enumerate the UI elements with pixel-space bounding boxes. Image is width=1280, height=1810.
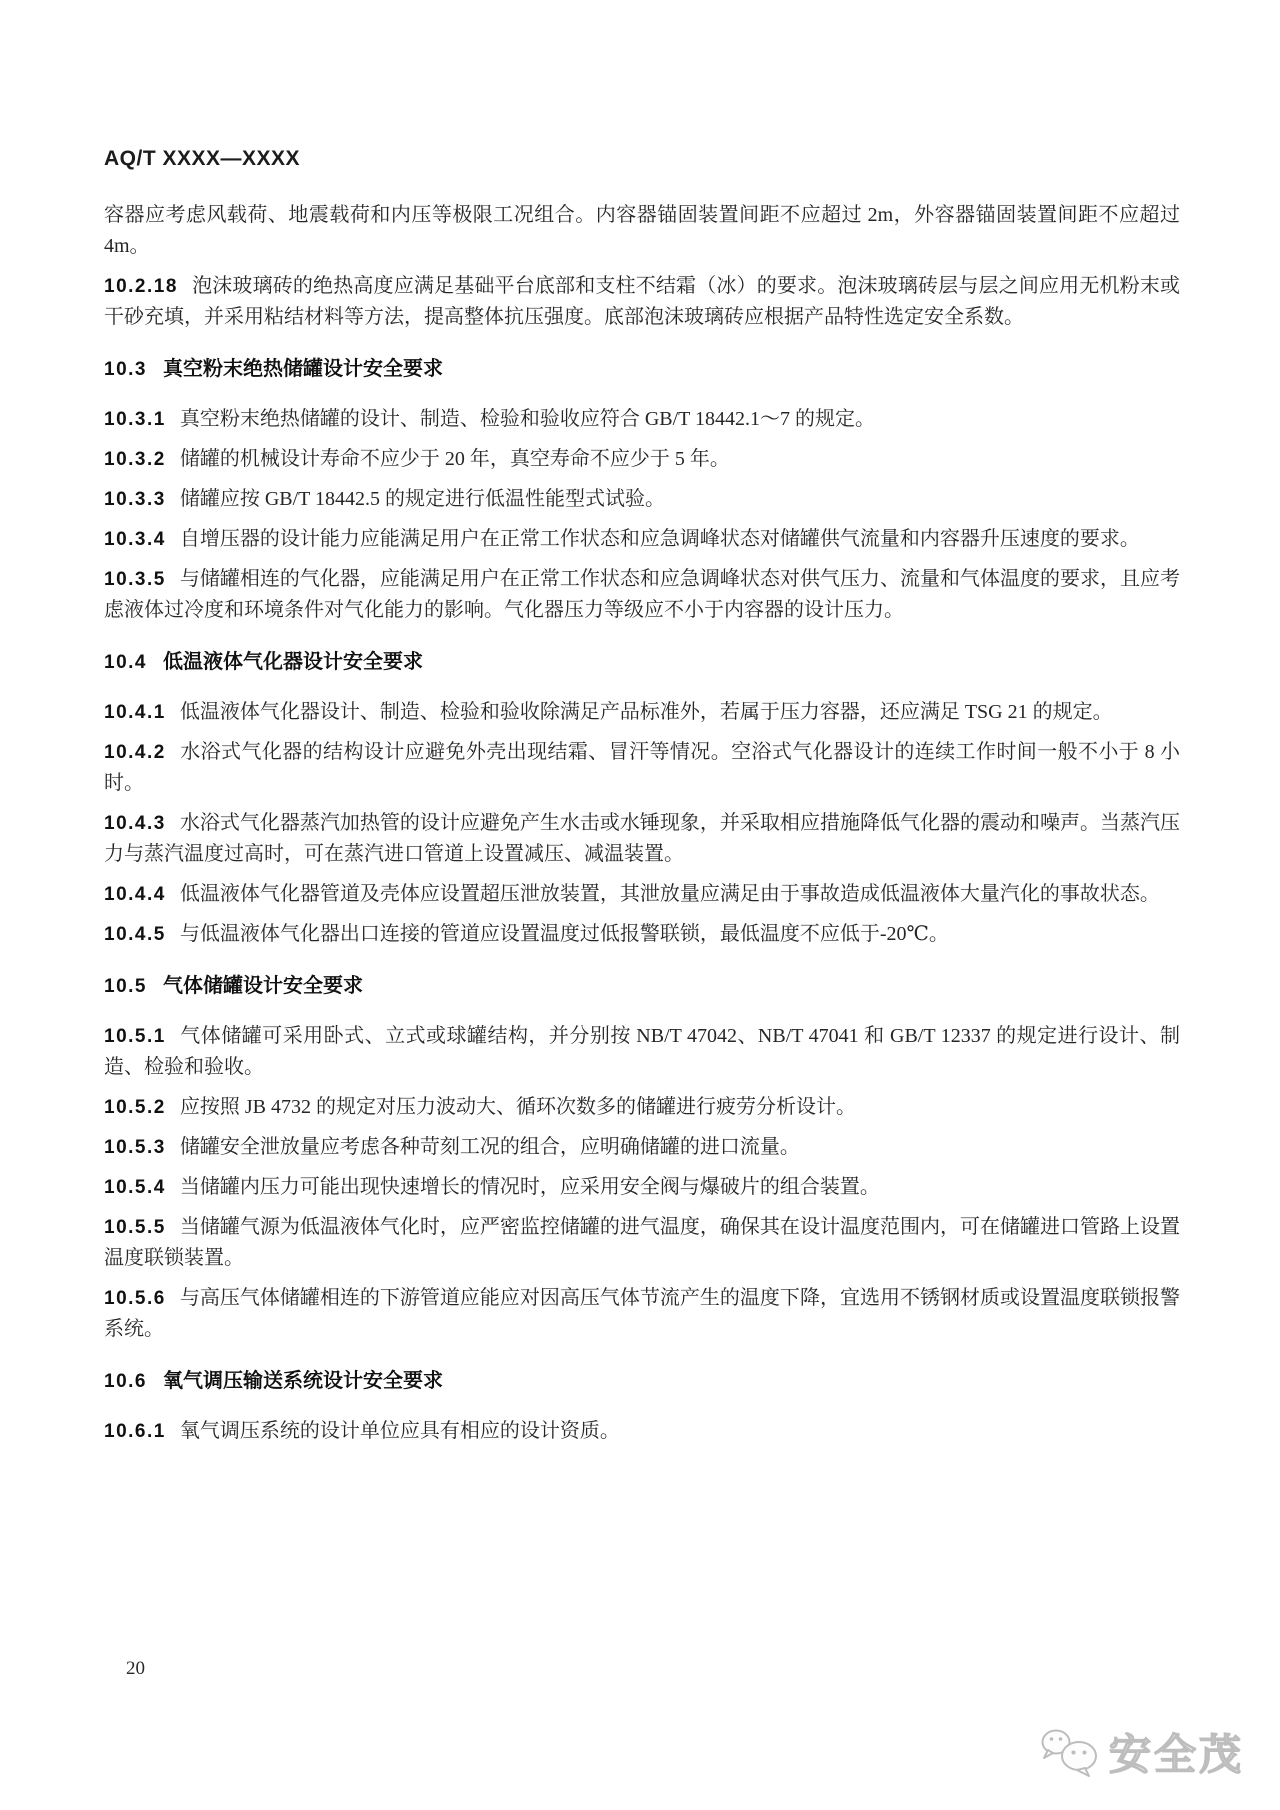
clause-number: 10.5.4 (104, 1177, 166, 1198)
document-content (104, 146, 1180, 1456)
clause-text: 自增压器的设计能力应能满足用户在正常工作状态和应急调峰状态对储罐供气流量和内容器升压速度的要求。 (179, 528, 1140, 550)
clause-number: 10.4.4 (104, 884, 166, 905)
section-number: 10.4 (104, 652, 147, 673)
paragraph-continuation (104, 200, 1180, 262)
clause-number: 10.3.4 (104, 529, 166, 550)
clause-10-5-6 (104, 1283, 1180, 1345)
clause-10-3-4 (104, 524, 1180, 555)
clause-text: 气体储罐可采用卧式、立式或球罐结构，并分别按 NB/T 47042、NB/T 47041 和 GB/T 12337 的规定进行设计、制造、检验和验收。 (104, 1025, 1180, 1078)
section-heading-10-4 (104, 647, 1180, 678)
clause-number: 10.5.1 (104, 1026, 166, 1047)
clause-10-3-1 (104, 404, 1180, 435)
wechat-chat-bubbles-icon (1039, 1725, 1101, 1779)
clause-number: 10.3.3 (104, 489, 166, 510)
clause-10-4-2 (104, 737, 1180, 799)
clause-text: 低温液体气化器设计、制造、检验和验收除满足产品标准外，若属于压力容器，还应满足 TSG 21 的规定。 (179, 701, 1113, 723)
section-title: 氧气调压输送系统设计安全要求 (162, 1370, 443, 1392)
clause-10-3-3 (104, 484, 1180, 515)
section-title: 低温液体气化器设计安全要求 (162, 651, 423, 673)
running-header: AQ/T XXXX—XXXX (104, 147, 301, 170)
clause-number: 10.2.18 (104, 276, 178, 297)
section-title: 气体储罐设计安全要求 (162, 975, 363, 997)
clause-text: 水浴式气化器的结构设计应避免外壳出现结霜、冒汗等情况。空浴式气化器设计的连续工作时间一般不小于 8 小时。 (104, 741, 1180, 794)
clause-text: 与高压气体储罐相连的下游管道应能应对因高压气体节流产生的温度下降，宜选用不锈钢材质或设置温度联锁报警系统。 (104, 1287, 1180, 1340)
clause-number: 10.6.1 (104, 1421, 166, 1442)
clause-text: 氧气调压系统的设计单位应具有相应的设计资质。 (179, 1420, 620, 1442)
clause-10-5-3 (104, 1132, 1180, 1163)
clause-text: 与储罐相连的气化器，应能满足用户在正常工作状态和应急调峰状态对供气压力、流量和气体温度的要求，且应考虑液体过冷度和环境条件对气化能力的影响。气化器压力等级应不小于内容器的设计压力。 (104, 568, 1180, 621)
clause-text: 应按照 JB 4732 的规定对压力波动大、循环次数多的储罐进行疲劳分析设计。 (179, 1096, 856, 1118)
clause-text: 水浴式气化器蒸汽加热管的设计应避免产生水击或水锤现象，并采取相应措施降低气化器的震动和噪声。当蒸汽压力与蒸汽温度过高时，可在蒸汽进口管道上设置减压、减温装置。 (104, 812, 1180, 865)
clause-number: 10.5.2 (104, 1097, 166, 1118)
clause-text: 储罐安全泄放量应考虑各种苛刻工况的组合，应明确储罐的进口流量。 (179, 1136, 800, 1158)
clause-text: 低温液体气化器管道及壳体应设置超压泄放装置，其泄放量应满足由于事故造成低温液体大量汽化的事故状态。 (179, 883, 1160, 905)
clause-text: 泡沫玻璃砖的绝热高度应满足基础平台底部和支柱不结霜（冰）的要求。泡沫玻璃砖层与层之间应用无机粉末或干砂充填，并采用粘结材料等方法，提高整体抗压强度。底部泡沫玻璃砖应根据产品特性选定安全系数。 (104, 275, 1180, 328)
clause-text: 储罐的机械设计寿命不应少于 20 年，真空寿命不应少于 5 年。 (179, 448, 730, 470)
section-heading-10-5 (104, 971, 1180, 1002)
clause-10-4-5 (104, 919, 1180, 950)
clause-10-4-3 (104, 808, 1180, 870)
clause-10-5-2 (104, 1092, 1180, 1123)
paragraph-text: 容器应考虑风载荷、地震载荷和内压等极限工况组合。内容器锚固装置间距不应超过 2m，外容器锚固装置间距不应超过 4m。 (104, 204, 1180, 257)
clause-text: 真空粉末绝热储罐的设计、制造、检验和验收应符合 GB/T 18442.1～7 的规定。 (179, 408, 876, 430)
clause-10-2-18 (104, 271, 1180, 333)
watermark (1039, 1722, 1244, 1782)
section-title: 真空粉末绝热储罐设计安全要求 (162, 358, 443, 380)
clause-10-3-5 (104, 564, 1180, 626)
clause-10-5-1 (104, 1021, 1180, 1083)
clause-10-4-4 (104, 879, 1180, 910)
clause-number: 10.4.5 (104, 924, 166, 945)
clause-number: 10.5.3 (104, 1137, 166, 1158)
clause-number: 10.3.2 (104, 449, 166, 470)
section-heading-10-6 (104, 1366, 1180, 1397)
section-number: 10.6 (104, 1371, 147, 1392)
clause-number: 10.4.2 (104, 742, 166, 763)
clause-number: 10.3.5 (104, 569, 166, 590)
clause-number: 10.5.5 (104, 1217, 166, 1238)
clause-text: 当储罐内压力可能出现快速增长的情况时，应采用安全阀与爆破片的组合装置。 (179, 1176, 880, 1198)
watermark-text: 安全茂 (1108, 1731, 1244, 1778)
page-number: 20 (126, 1658, 145, 1679)
section-number: 10.3 (104, 359, 147, 380)
clause-text: 储罐应按 GB/T 18442.5 的规定进行低温性能型式试验。 (179, 488, 666, 510)
section-heading-10-3 (104, 354, 1180, 385)
section-number: 10.5 (104, 976, 147, 997)
clause-10-3-2 (104, 444, 1180, 475)
clause-10-5-5 (104, 1212, 1180, 1274)
clause-10-4-1 (104, 697, 1180, 728)
clause-number: 10.4.1 (104, 702, 166, 723)
clause-10-5-4 (104, 1172, 1180, 1203)
clause-number: 10.5.6 (104, 1288, 166, 1309)
clause-text: 当储罐气源为低温液体气化时，应严密监控储罐的进气温度，确保其在设计温度范围内，可在储罐进口管路上设置温度联锁装置。 (104, 1216, 1180, 1269)
clause-text: 与低温液体气化器出口连接的管道应设置温度过低报警联锁，最低温度不应低于-20℃。 (179, 923, 949, 945)
clause-number: 10.3.1 (104, 409, 166, 430)
clause-number: 10.4.3 (104, 813, 166, 834)
clause-10-6-1 (104, 1416, 1180, 1447)
